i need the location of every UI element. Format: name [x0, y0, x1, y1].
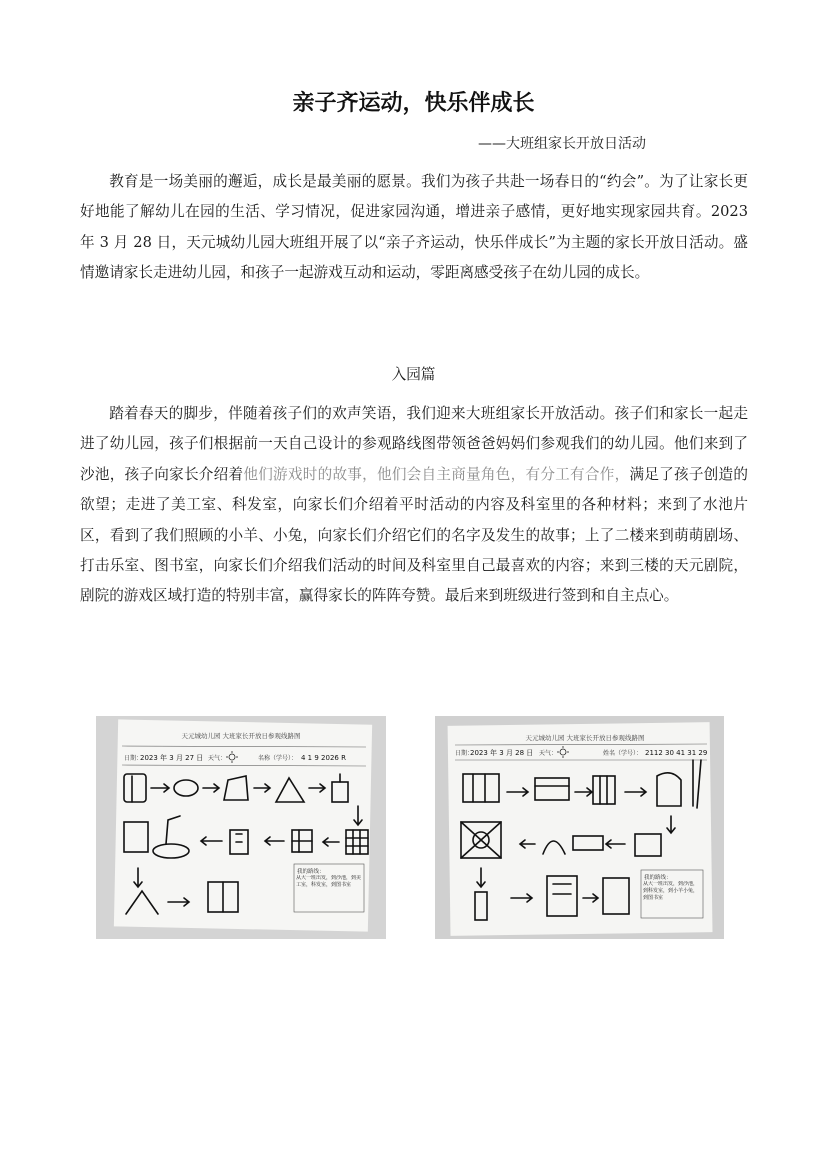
- visit-text-end: 满足了孩子创造的欲望；走进了美工室、科发室，向家长们介绍着平时活动的内容及科室里的各种材料；来到了水池片区，看到了我们照顾的小羊、小兔，向家长们介绍它们的名字及发生的故事；上了二楼来到萌萌剧场、打击乐室、图书室，向家长们介绍我们活动的时间及科室里自己最喜欢的内容；来到三楼的天元剧院，剧院的游戏区域打造的特别丰富，赢得家长的阵阵夸赞。最后来到班级进行签到和自主点心。: [80, 465, 748, 605]
- visit-text: [80, 399, 748, 612]
- visit-paragraph: [80, 399, 748, 612]
- route-map-photo-1: [96, 716, 386, 939]
- visit-text-highlight: 他们游戏时的故事，他们会自主商量角色，有分工有合作，: [243, 465, 630, 483]
- date-value: 2023 年 3 月 27 日: [140, 754, 204, 762]
- name-label: 名称（学号）：: [258, 755, 298, 762]
- note-label: 我的路线：: [297, 869, 325, 875]
- sheet-title: 天元城幼儿园 大班家长开放日参观线路图: [181, 732, 301, 740]
- date-label: 日期：: [455, 750, 474, 757]
- route-map-drawing-1: [96, 716, 386, 939]
- name-value: 4 1 9 2026 R: [301, 754, 346, 762]
- intro-text: 教育是一场美丽的邂逅，成长是最美丽的愿景。我们为孩子共赴一场春日的“约会”。为了让家长更好地能了解幼儿在园的生活、学习情况，促进家园沟通，增进亲子感情，更好地实现家园共育。2023 年 3 月 28 日，天元城幼儿园大班组开展了以“亲子齐运动，快乐伴成长”为主题的家长开放日活动。盛情邀请家长走进幼儿园，和孩子一起游戏互动和运动，零距离感受孩子在幼儿园的成长。: [80, 173, 748, 282]
- note-text: 从大一班出发，到沙池，到美工室，科发室，到图书室: [296, 875, 362, 888]
- date-value: 2023 年 3 月 28 日: [470, 749, 534, 757]
- intro-paragraph: [80, 167, 748, 289]
- route-map-photo-2: [435, 716, 724, 939]
- visit-text-start: 踏着春天的脚步，伴随着孩子们的欢声笑语，我们迎来大班组家长开放活动。孩子们和家长一起走进了幼儿园，孩子们根据前一天自己设计的参观路线图带领爸爸妈妈们参观我们的幼儿园。他们来到了沙池，孩子向家长介绍着: [80, 405, 748, 483]
- date-label: 日期：: [124, 755, 143, 762]
- weather-label: 天气：: [539, 750, 558, 757]
- route-map-drawing-2: [435, 716, 724, 939]
- section-heading: 入园篇: [391, 366, 436, 383]
- note-label: 我的路线：: [644, 875, 672, 881]
- document-title: 亲子齐运动，快乐伴成长: [292, 91, 535, 116]
- weather-label: 天气：: [208, 755, 227, 762]
- note-text: 从大一班出发，到沙池，到科发室，到小羊小兔，到图书室: [643, 881, 699, 901]
- sheet-title: 天元城幼儿园 大班家长开放日参观线路图: [525, 734, 645, 742]
- name-label: 姓名（学号）：: [603, 750, 643, 757]
- document-subtitle: ——大班组家长开放日活动: [478, 136, 646, 152]
- name-value: 2112 30 41 31 29: [645, 749, 708, 757]
